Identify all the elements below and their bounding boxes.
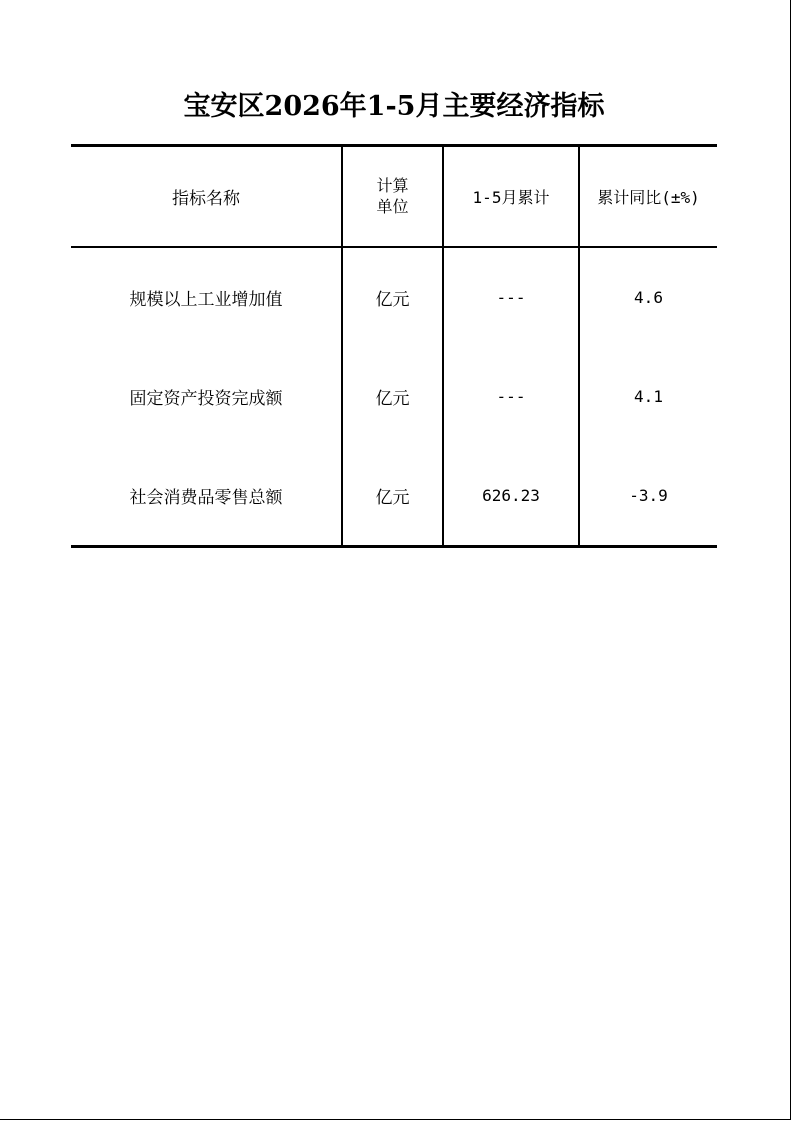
row-unit: 亿元: [342, 247, 443, 347]
table-row: [71, 347, 717, 447]
header-unit: [342, 146, 443, 247]
row-yoy: -3.9: [579, 447, 717, 547]
table-header-row: [71, 146, 717, 247]
header-unit-line2: 单位: [376, 197, 409, 217]
row-indicator-name: 规模以上工业增加值: [129, 289, 283, 310]
row-unit: 亿元: [342, 347, 443, 447]
table-row: [71, 447, 717, 547]
header-indicator-name: 指标名称: [71, 146, 342, 247]
row-yoy: 4.1: [579, 347, 717, 447]
row-cumulative: ---: [443, 347, 579, 447]
economic-indicators-table: [71, 144, 717, 548]
header-yoy: 累计同比(±%): [579, 146, 717, 247]
row-indicator-name: 社会消费品零售总额: [71, 447, 342, 547]
document-title: 宝安区2026年1-5月主要经济指标: [183, 91, 605, 122]
table-row: [71, 247, 717, 347]
header-cumulative: 1-5月累计: [443, 146, 579, 247]
header-unit-line1: 计算: [376, 176, 409, 196]
row-cumulative: 626.23: [443, 447, 579, 547]
row-cumulative: ---: [443, 247, 579, 347]
row-unit: 亿元: [342, 447, 443, 547]
row-yoy: 4.6: [579, 247, 717, 347]
row-indicator-name: 固定资产投资完成额: [129, 389, 283, 409]
